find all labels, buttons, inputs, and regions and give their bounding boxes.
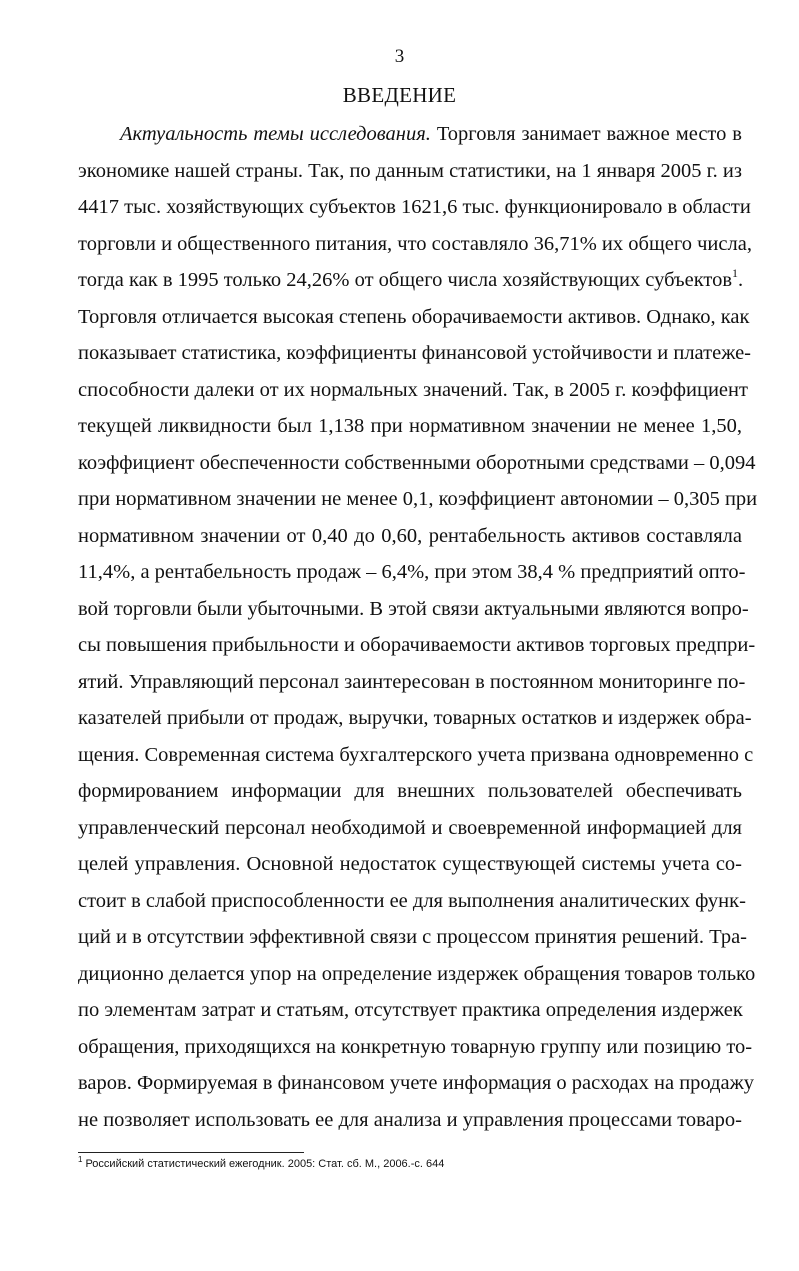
text-line-18: щения. Современная система бухгалтерского учета призвана одновременно с (78, 743, 754, 766)
first-line-rest: Торговля занимает важное место в (430, 123, 742, 145)
footnote-text: Российский статистический ежегодник. 2005: Стат. сб. М., 2006.-с. 644 (85, 1158, 445, 1170)
footnote (78, 1157, 444, 1171)
line-6-tail: . (738, 269, 744, 291)
text-line-28: не позволяет использовать ее для анализа и управления процессами товаро- (78, 1108, 742, 1131)
footnote-reference[interactable]: 1 (732, 266, 739, 280)
text-line-21: целей управления. Основной недостаток существующей системы учета со- (78, 853, 742, 875)
text-line-2: экономике нашей страны. Так, по данным статистики, на 1 января 2005 г. из (78, 159, 742, 182)
text-line-17: казателей прибыли от продаж, выручки, товарных остатков и издержек обра- (78, 707, 752, 729)
text-line-13: 11,4%, а рентабельность продаж – 6,4%, при этом 38,4 % предприятий опто- (78, 561, 746, 583)
text-line-4: торговли и общественного питания, что составляло 36,71% их общего числа, (78, 232, 752, 255)
text-line-26: обращения, приходящихся на конкретную товарную группу или позицию то- (78, 1035, 753, 1058)
text-line-10: коэффициент обеспеченности собственными оборотными средствами – 0,094 (78, 451, 756, 474)
text-line-20: управленческий персонал необходимой и своевременной информацией для (78, 816, 742, 839)
text-line-23: ций и в отсутствии эффективной связи с процессом принятия решений. Тра- (78, 926, 748, 948)
text-line-5 (78, 262, 742, 299)
body-text (78, 116, 758, 1138)
text-line-16: ятий. Управляющий персонал заинтересован в постоянном мониторинге по- (78, 670, 746, 693)
text-line-15: сы повышения прибыльности и оборачиваемости активов торговых предпри- (78, 634, 756, 656)
text-line-7: показывает статистика, коэффициенты финансовой устойчивости и платеже- (78, 342, 752, 364)
text-line-8: способности далеки от их нормальных значений. Так, в 2005 г. коэффициент (78, 378, 748, 401)
text-line-14: вой торговли были убыточными. В этой связи актуальными являются вопро- (78, 597, 749, 620)
text-line-11: при нормативном значении не менее 0,1, коэффициент автономии – 0,305 при (78, 488, 758, 510)
text-line-24: диционно делается упор на определение издержек обращения товаров только (78, 962, 756, 985)
text-line-27: варов. Формируемая в финансовом учете информация о расходах на продажу (78, 1072, 755, 1094)
text-line-19: формированием информации для внешних пользователей обеспечивать (78, 780, 742, 802)
text-line-6: Торговля отличается высокая степень оборачиваемости активов. Однако, как (78, 305, 750, 328)
page-number: 3 (394, 46, 405, 67)
text-line-12: нормативном значении от 0,40 до 0,60, рентабельность активов составляла (78, 524, 742, 547)
footnote-divider (78, 1152, 304, 1153)
text-line-25: по элементам затрат и статьям, отсутствует практика определения издержек (78, 999, 743, 1021)
page-title: ВВЕДЕНИЕ (342, 83, 457, 107)
text-line-22: стоит в слабой приспособленности ее для выполнения аналитических функ- (78, 889, 746, 912)
line-6-text: тогда как в 1995 только 24,26% от общего числа хозяйствующих субъектов (78, 269, 733, 291)
footnote-marker: 1 (78, 1155, 83, 1164)
lead-italic: Актуальность темы исследования. (120, 123, 431, 145)
text-line-9: текущей ликвидности был 1,138 при нормативном значении не менее 1,50, (78, 415, 742, 437)
text-line-1 (78, 116, 742, 153)
text-line-3: 4417 тыс. хозяйствующих субъектов 1621,6 тыс. функционировало в области (78, 196, 751, 218)
